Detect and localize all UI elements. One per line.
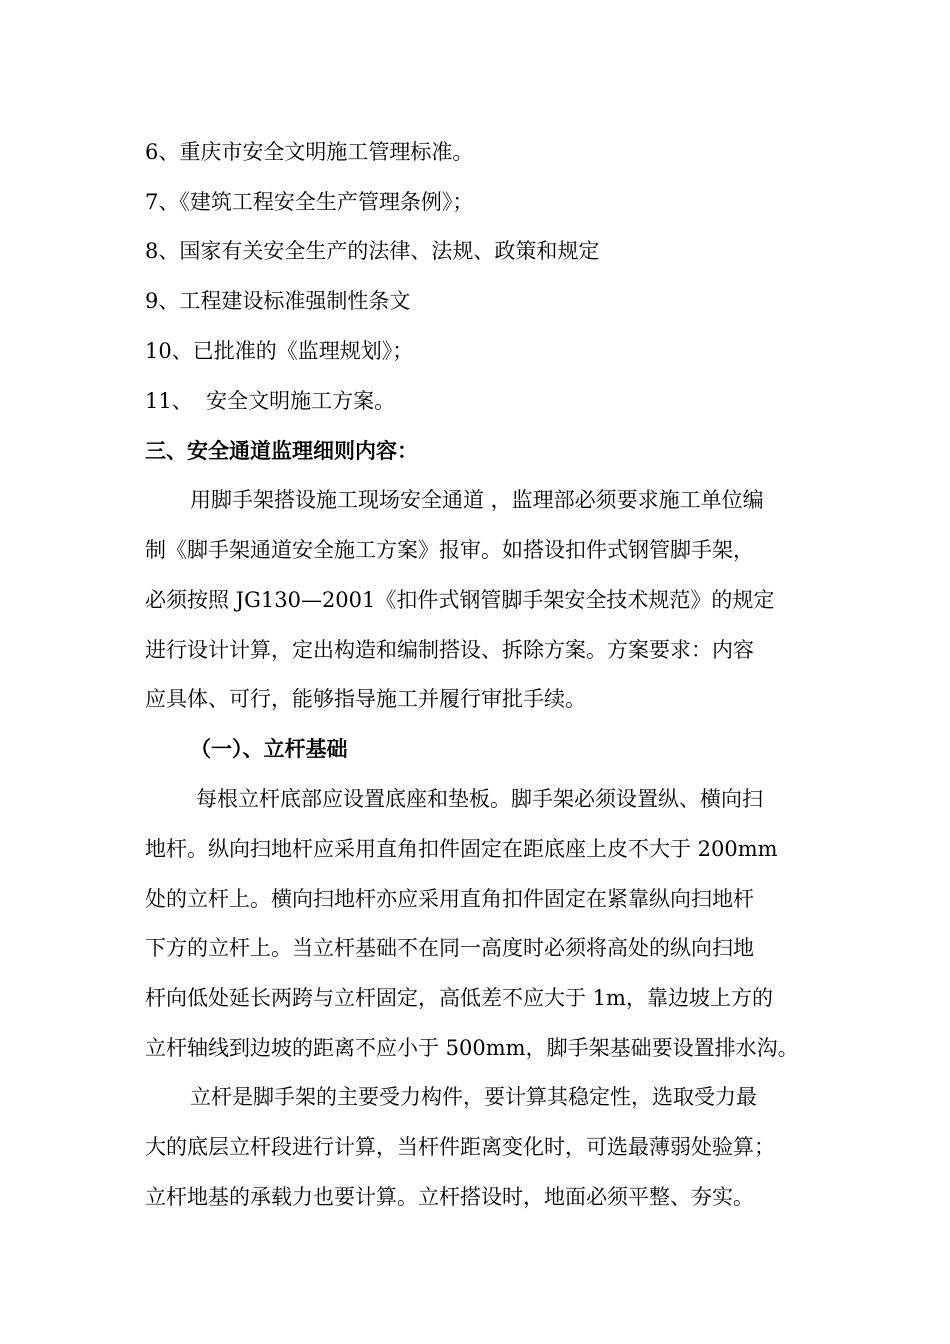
paragraph-line: 必须按照 JG130—2001《扣件式钢管脚手架安全技术规范》的规定: [145, 588, 775, 612]
paragraph-line: 立杆是脚手架的主要受力构件，要计算其稳定性，选取受力最: [190, 1085, 757, 1109]
paragraph-line: 地杆。纵向扫地杆应采用直角扣件固定在距底座上皮不大于 200mm: [145, 837, 778, 861]
paragraph-line: 立杆地基的承载力也要计算。立杆搭设时，地面必须平整、夯实。: [145, 1185, 754, 1209]
list-item: 11、 安全文明施工方案。: [145, 389, 396, 413]
subsection-heading: （一）、立杆基础: [190, 736, 348, 761]
list-item: 8、国家有关安全生产的法律、法规、政策和规定: [145, 239, 600, 263]
paragraph-line: 用脚手架搭设施工现场安全通道 ，监理部必须要求施工单位编: [190, 488, 764, 512]
list-item: 6、重庆市安全文明施工管理标准。: [145, 140, 474, 164]
paragraph-line: 进行设计计算，定出构造和编制搭设、拆除方案。方案要求：内容: [145, 638, 754, 662]
paragraph-line: 杆向低处延长两跨与立杆固定，高低差不应大于 1m，靠边坡上方的: [145, 986, 773, 1010]
list-item: 10、已批准的《监理规划》；: [145, 339, 414, 363]
paragraph-line: 应具体、可行，能够指导施工并履行审批手续。: [145, 687, 586, 711]
paragraph-line: 大的底层立杆段进行计算，当杆件距离变化时，可选最薄弱处验算；: [145, 1135, 775, 1159]
paragraph-line: 下方的立杆上。当立杆基础不在同一高度时必须将高处的纵向扫地: [145, 936, 754, 960]
list-item: 7、《建筑工程安全生产管理条例》；: [145, 190, 474, 214]
paragraph-line: 处的立杆上。横向扫地杆亦应采用直角扣件固定在紧靠纵向扫地杆: [145, 887, 754, 911]
paragraph-line: 制《脚手架通道安全施工方案》报审。如搭设扣件式钢管脚手架，: [145, 538, 754, 562]
list-item: 9、工程建设标准强制性条文: [145, 289, 411, 313]
paragraph-line: 每根立杆底部应设置底座和垫板。脚手架必须设置纵、横向扫: [196, 787, 763, 811]
paragraph-line: 立杆轴线到边坡的距离不应小于 500mm，脚手架基础要设置排水沟。: [145, 1036, 799, 1060]
section-heading: 三、安全通道监理细则内容：: [145, 438, 418, 463]
